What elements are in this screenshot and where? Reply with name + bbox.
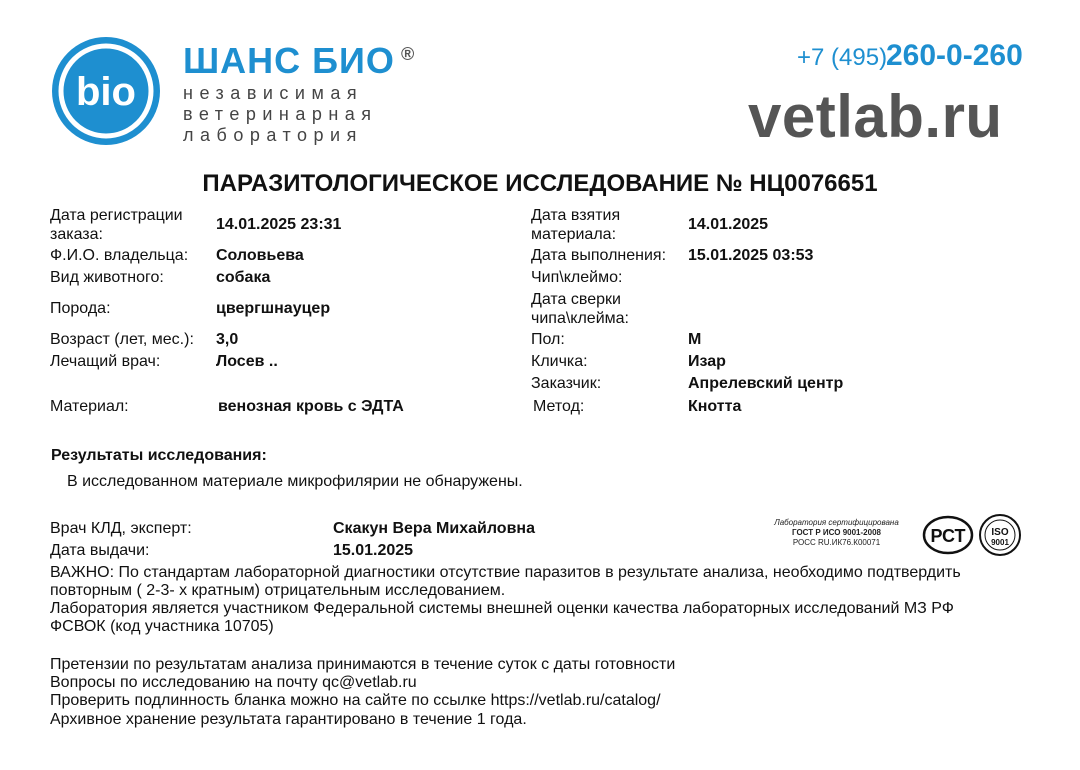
issue-date-label: Дата выдачи:: [50, 542, 150, 559]
doctor-label: Лечащий врач:: [50, 353, 161, 370]
info-line-1: Претензии по результатам анализа принимаются в течение суток с даты готовности: [50, 656, 676, 673]
breed-label: Порода:: [50, 300, 111, 317]
results-heading: Результаты исследования:: [51, 447, 267, 464]
owner-value: Соловьева: [216, 247, 304, 264]
expert-label: Врач КЛД, эксперт:: [50, 520, 192, 537]
done-date-label: Дата выполнения:: [531, 247, 667, 264]
certification-block: [754, 518, 919, 548]
info-line-3: Проверить подлинность бланка можно на сайте по ссылке https://vetlab.ru/catalog/: [50, 692, 661, 709]
owner-label: Ф.И.О. владельца:: [50, 247, 189, 264]
issue-date-value: 15.01.2025: [333, 542, 414, 559]
pet-name-label: Кличка:: [531, 353, 588, 370]
done-date-value: 15.01.2025 03:53: [688, 247, 814, 264]
bio-logo: [50, 35, 162, 147]
info-line-2: Вопросы по исследованию на почту qc@vetlab.ru: [50, 674, 417, 691]
customer-label: Заказчик:: [531, 375, 602, 392]
species-label: Вид животного:: [50, 269, 164, 286]
tagline-1: независимая: [183, 83, 364, 103]
sex-label: Пол:: [531, 331, 565, 348]
age-label: Возраст (лет, мес.):: [50, 331, 194, 348]
method-value: Кнотта: [688, 398, 742, 415]
site-url: vetlab.ru: [748, 83, 1003, 150]
reg-date-label-1: Дата регистрации: [50, 207, 183, 224]
logo-text: bio: [76, 70, 136, 114]
sample-date-label-2: материала:: [531, 226, 617, 243]
sample-date-value: 14.01.2025: [688, 216, 769, 233]
material-value: венозная кровь с ЭДТА: [218, 398, 404, 415]
registered-mark: ®: [400, 44, 416, 64]
species-value: собака: [216, 269, 271, 286]
customer-value: Апрелевский центр: [688, 375, 844, 392]
brand-name: [183, 40, 415, 82]
iso-9001-icon: [978, 513, 1022, 557]
sex-value: М: [688, 331, 702, 348]
info-line-4: Архивное хранение результата гарантировано в течение 1 года.: [50, 711, 527, 728]
rst-text: РСТ: [930, 526, 966, 546]
method-label: Метод:: [533, 398, 585, 415]
doctor-value: Лосев ..: [216, 353, 278, 370]
note-line-4: ФСВОК (код участника 10705): [50, 618, 274, 635]
breed-value: цвергшнауцер: [216, 300, 331, 317]
cert-line-1: Лаборатория сертифицирована: [774, 518, 899, 527]
reg-date-label-2: заказа:: [50, 226, 103, 243]
document-title: ПАРАЗИТОЛОГИЧЕСКОЕ ИССЛЕДОВАНИЕ № НЦ0076651: [202, 170, 878, 197]
sample-date-label-1: Дата взятия: [531, 207, 621, 224]
note-line-1: ВАЖНО: По стандартам лабораторной диагностики отсутствие паразитов в результате анализа, необходимо подтвердить: [50, 564, 961, 581]
iso-text: ISO: [991, 527, 1009, 538]
chip-check-label-1: Дата сверки: [531, 291, 621, 308]
cert-line-3: РОСС RU.ИК76.К00071: [792, 538, 881, 547]
age-value: 3,0: [216, 331, 239, 348]
note-line-3: Лаборатория является участником Федеральной системы внешней оценки качества лабораторных исследований МЗ РФ: [50, 600, 954, 617]
chip-label: Чип\клеймо:: [531, 269, 623, 286]
tagline-2: ветеринарная: [183, 104, 378, 124]
brand-text: ШАНС БИО: [183, 40, 395, 81]
phone-number: 260-0-260: [886, 39, 1023, 72]
iso-num: 9001: [991, 538, 1009, 547]
reg-date-value: 14.01.2025 23:31: [216, 216, 342, 233]
cert-line-2: ГОСТ Р ИСО 9001-2008: [792, 528, 881, 537]
results-text: В исследованном материале микрофилярии не обнаружены.: [67, 473, 523, 490]
expert-value: Скакун Вера Михайловна: [333, 520, 535, 537]
pet-name-value: Изар: [688, 353, 726, 370]
phone-prefix: +7 (495): [797, 44, 888, 71]
note-line-2: повторным ( 2-3- х кратным) отрицательным исследованием.: [50, 582, 506, 599]
rst-mark-icon: [922, 515, 974, 555]
material-label: Материал:: [50, 398, 129, 415]
tagline-3: лаборатория: [183, 125, 363, 145]
chip-check-label-2: чипа\клейма:: [531, 310, 629, 327]
